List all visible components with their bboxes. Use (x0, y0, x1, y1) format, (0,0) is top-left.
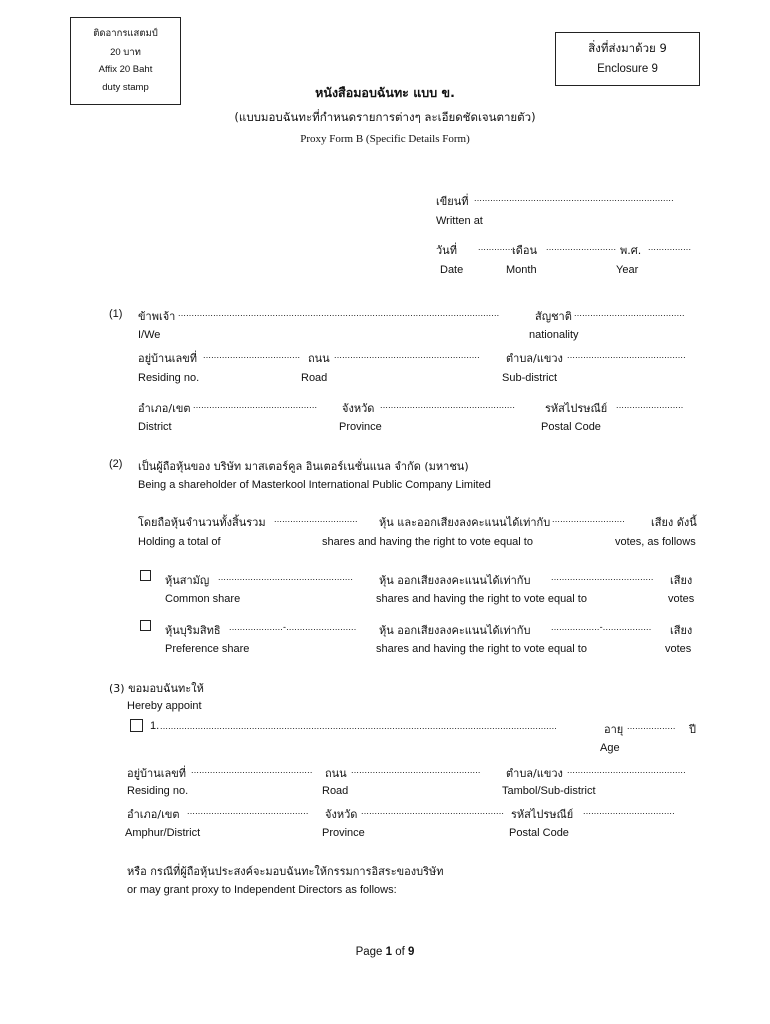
written-at-label-english: Written at (436, 215, 483, 227)
proxy-postal-field[interactable]: .................................. (583, 806, 675, 816)
form-subtitle-english: Proxy Form B (Specific Details Form) (300, 133, 470, 145)
proxy-residing-label-english: Residing no. (127, 785, 189, 797)
road-field[interactable]: ...................................................... (334, 350, 480, 360)
house-no-field[interactable]: .................................... (203, 350, 301, 360)
proxy-province-field[interactable]: ..................................................... (361, 806, 505, 816)
road-label-thai: ถนน (308, 352, 330, 365)
date-year-field[interactable]: ................ (648, 242, 692, 252)
proxy-1-prefix: 1. (150, 720, 160, 732)
common-vote-label-english: shares and having the right to vote equal to (376, 593, 587, 605)
total-votes-field[interactable]: ........................... (552, 514, 625, 524)
proxy-tambol-field[interactable]: ............................................ (567, 765, 686, 775)
common-votes-unit-thai: เสียง (670, 574, 693, 587)
proxy-province-label-english: Province (322, 827, 365, 839)
enclosure-box (555, 32, 700, 86)
iwe-label-thai: ข้าพเจ้า (138, 310, 176, 323)
province-field[interactable]: .................................................. (380, 400, 516, 410)
postal-label-english: Postal Code (541, 421, 601, 433)
road-label-english: Road (301, 372, 328, 384)
residing-label-english: Residing no. (138, 372, 200, 384)
district-label-english: District (138, 421, 172, 433)
holding-total-label-english: Holding a total of (138, 536, 221, 548)
year-label-english: Year (616, 264, 639, 276)
preference-vote-label-english: shares and having the right to vote equal to (376, 643, 587, 655)
holding-total-label-thai: โดยถือหุ้นจำนวนทั้งสิ้นรวม (138, 516, 266, 529)
common-share-label-english: Common share (165, 593, 241, 605)
section-1-number: (1) (109, 308, 123, 320)
holding-vote-label-thai: หุ้น และออกเสียงลงคะแนนได้เท่ากับ (379, 516, 551, 529)
total-shares-field[interactable]: ............................... (274, 514, 358, 524)
age-label-english: Age (600, 742, 620, 754)
month-label-english: Month (506, 264, 537, 276)
proxy-postal-label-english: Postal Code (509, 827, 569, 839)
proxy-house-field[interactable]: ............................................. (191, 765, 313, 775)
postal-code-field[interactable]: ......................... (616, 400, 684, 410)
common-votes-unit-english: votes (668, 593, 695, 605)
form-subtitle-thai: (แบบมอบฉันทะที่กำหนดรายการต่างๆ ละเอียดชัดเจนตายตัว) (234, 110, 536, 124)
preference-shares-field[interactable]: ....................-.......................... (229, 622, 357, 632)
proxy-road-field[interactable]: ................................................ (351, 765, 481, 775)
date-year-label-thai: พ.ศ. (620, 244, 642, 257)
shareholder-statement-english: Being a shareholder of Masterkool International Public Company Limited (138, 479, 491, 491)
preference-vote-label-thai: หุ้น ออกเสียงลงคะแนนได้เท่ากับ (379, 624, 531, 637)
proxy-amphur-label-thai: อำเภอ/เขต (127, 808, 180, 821)
date-label-english: Date (440, 264, 464, 276)
district-field[interactable]: .............................................. (193, 400, 318, 410)
age-unit-thai: ปี (689, 723, 696, 736)
subdistrict-field[interactable]: ............................................ (567, 350, 686, 360)
proxy-tambol-label-thai: ตำบล/แขวง (506, 767, 563, 780)
common-vote-label-thai: หุ้น ออกเสียงลงคะแนนได้เท่ากับ (379, 574, 531, 587)
proxy-amphur-label-english: Amphur/District (125, 827, 201, 839)
stamp-line-2: 20 บาท (110, 47, 141, 58)
subdistrict-label-thai: ตำบล/แขวง (506, 352, 563, 365)
stamp-line-4: duty stamp (102, 82, 149, 93)
nationality-field[interactable]: ......................................... (574, 308, 685, 318)
section-2-number: (2) (109, 458, 123, 470)
proxy-road-label-english: Road (322, 785, 349, 797)
province-label-english: Province (339, 421, 382, 433)
date-month-field[interactable]: .......................... (546, 242, 617, 252)
nationality-label-english: nationality (529, 329, 579, 341)
independent-director-note-thai: หรือ กรณีที่ผู้ถือหุ้นประสงค์จะมอบฉันทะให้กรรมการอิสระของบริษัท (127, 865, 444, 878)
page-number-footer (0, 946, 770, 958)
stamp-line-1: ติดอากรแสตมป์ (93, 28, 158, 39)
section-3-heading-english: Hereby appoint (127, 700, 202, 712)
age-field[interactable]: .................. (627, 721, 676, 731)
stamp-line-3: Affix 20 Baht (98, 64, 153, 75)
proxy-province-label-thai: จังหวัด (325, 808, 358, 821)
date-day-field[interactable]: ............... (478, 242, 519, 252)
page-total: 9 (408, 946, 415, 958)
province-label-thai: จังหวัด (342, 402, 375, 415)
preference-votes-unit-thai: เสียง (670, 624, 693, 637)
name-field[interactable]: ....................................................................................................................... (178, 308, 500, 318)
nationality-label-thai: สัญชาติ (535, 310, 572, 323)
proxy-1-name-field[interactable]: ................................................................................................................................................... (160, 721, 557, 731)
common-votes-field[interactable]: ...................................... (551, 572, 654, 582)
shareholder-statement-thai: เป็นผู้ถือหุ้นของ บริษัท มาสเตอร์คูล อินเตอร์เนชั่นแนล จำกัด (มหาชน) (138, 460, 469, 473)
preference-share-checkbox[interactable] (140, 620, 151, 631)
date-label-thai: วันที่ (436, 244, 457, 257)
age-label-thai: อายุ (604, 723, 624, 736)
preference-votes-field[interactable]: ..................-.................. (551, 622, 652, 632)
page-word: Page (355, 946, 383, 958)
page-current: 1 (385, 946, 393, 958)
votes-as-follows-thai: เสียง ดังนี้ (651, 516, 697, 529)
proxy-postal-label-thai: รหัสไปรษณีย์ (511, 808, 574, 821)
proxy-amphur-field[interactable]: ............................................. (187, 806, 309, 816)
holding-vote-label-english: shares and having the right to vote equal to (322, 536, 533, 548)
votes-as-follows-english: votes, as follows (615, 536, 696, 548)
common-share-label-thai: หุ้นสามัญ (165, 574, 210, 587)
district-label-thai: อำเภอ/เขต (138, 402, 191, 415)
form-title: หนังสือมอบฉันทะ แบบ ข. (315, 85, 455, 100)
preference-share-label-thai: หุ้นบุริมสิทธิ (165, 624, 221, 637)
section-3-heading-thai: (3) ขอมอบฉันทะให้ (109, 682, 204, 695)
common-shares-field[interactable]: .................................................. (218, 572, 354, 582)
enclosure-line-2: Enclosure 9 (597, 63, 658, 75)
subdistrict-label-english: Sub-district (502, 372, 558, 384)
proxy-house-label-thai: อยู่บ้านเลขที่ (127, 767, 187, 780)
postal-label-thai: รหัสไปรษณีย์ (545, 402, 608, 415)
date-month-label-thai: เดือน (512, 244, 538, 257)
enclosure-line-1: สิ่งที่ส่งมาด้วย 9 (588, 41, 667, 55)
preference-votes-unit-english: votes (665, 643, 692, 655)
independent-director-note-english: or may grant proxy to Independent Directors as follows: (127, 884, 397, 896)
preference-share-label-english: Preference share (165, 643, 250, 655)
house-no-label-thai: อยู่บ้านเลขที่ (138, 352, 198, 365)
proxy-tambol-label-english: Tambol/Sub-district (502, 785, 596, 797)
common-share-checkbox[interactable] (140, 570, 151, 581)
iwe-label-english: I/We (138, 329, 161, 341)
proxy-road-label-thai: ถนน (325, 767, 347, 780)
proxy-1-checkbox[interactable] (130, 719, 143, 732)
of-word: of (395, 946, 405, 958)
written-at-label-thai: เขียนที่ (436, 195, 469, 208)
written-at-field[interactable]: .......................................................................... (474, 193, 674, 203)
